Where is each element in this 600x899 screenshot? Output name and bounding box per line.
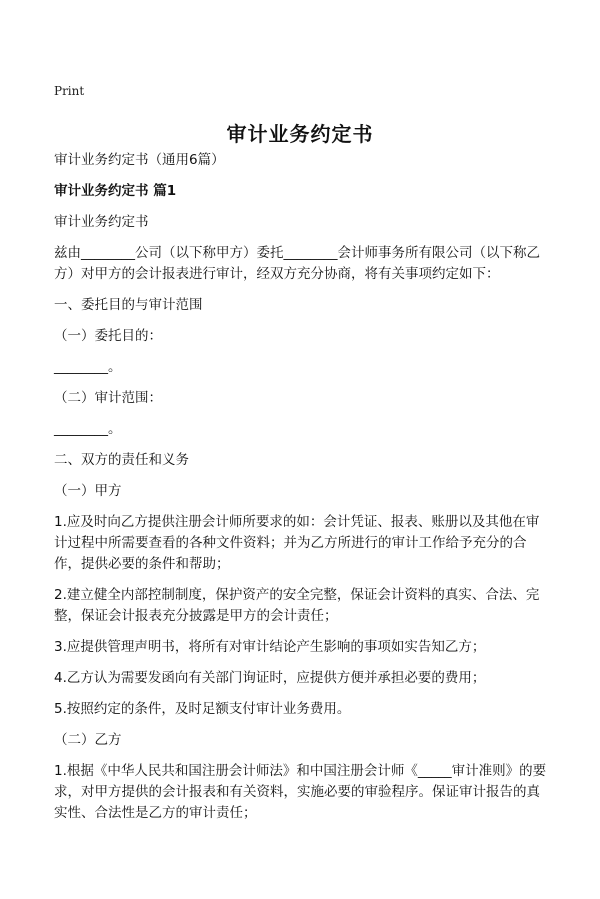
paragraph: ________。 <box>54 421 122 437</box>
paragraph: 4.乙方认为需要发函向有关部门询证时，应提供方便并承担必要的费用； <box>54 670 486 686</box>
print-link[interactable]: Print <box>54 84 85 98</box>
paragraph: 1.应及时向乙方提供注册会计师所要求的如：会计凭证、报表、账册以及其他在审计过程中所需要查看的各种文件资料；并为乙方所进行的审计工作给予充分的合作，提供必要的条件和帮助； <box>54 514 540 572</box>
document-title: 审计业务约定书 <box>226 122 374 146</box>
paragraph: （二）审计范围： <box>54 390 162 406</box>
paragraph: 3.应提供管理声明书，将所有对审计结论产生影响的事项如实告知乙方； <box>54 639 486 655</box>
document-body <box>54 150 548 834</box>
paragraph: （一）甲方 <box>54 483 122 499</box>
paragraph: 1.根据《中华人民共和国注册会计师法》和中国注册会计师《_____审计准则》的要求，对甲方提供的会计报表和有关资料，实施必要的审验程序。保证审计报告的真实性、合法性是乙方的审计责任； <box>54 763 547 821</box>
paragraph: 审计业务约定书（通用6篇） <box>54 152 225 168</box>
paragraph: 兹由________公司（以下称甲方）委托________会计师事务所有限公司（以下称乙方）对甲方的会计报表进行审计，经双方充分协商，将有关事项约定如下： <box>54 245 540 282</box>
paragraph: 二、双方的责任和义务 <box>54 452 189 468</box>
paragraph: 2.建立健全内部控制制度，保护资产的安全完整，保证会计资料的真实、合法、完整，保证会计报表充分披露是甲方的会计责任； <box>54 587 540 624</box>
paragraph: 审计业务约定书 篇1 <box>54 183 177 199</box>
paragraph: （二）乙方 <box>54 732 122 748</box>
paragraph: （一）委托目的： <box>54 328 162 344</box>
paragraph: ________。 <box>54 359 122 375</box>
paragraph: 5.按照约定的条件，及时足额支付审计业务费用。 <box>54 701 351 717</box>
paragraph: 审计业务约定书 <box>54 214 149 230</box>
paragraph: 一、委托目的与审计范围 <box>54 297 203 313</box>
